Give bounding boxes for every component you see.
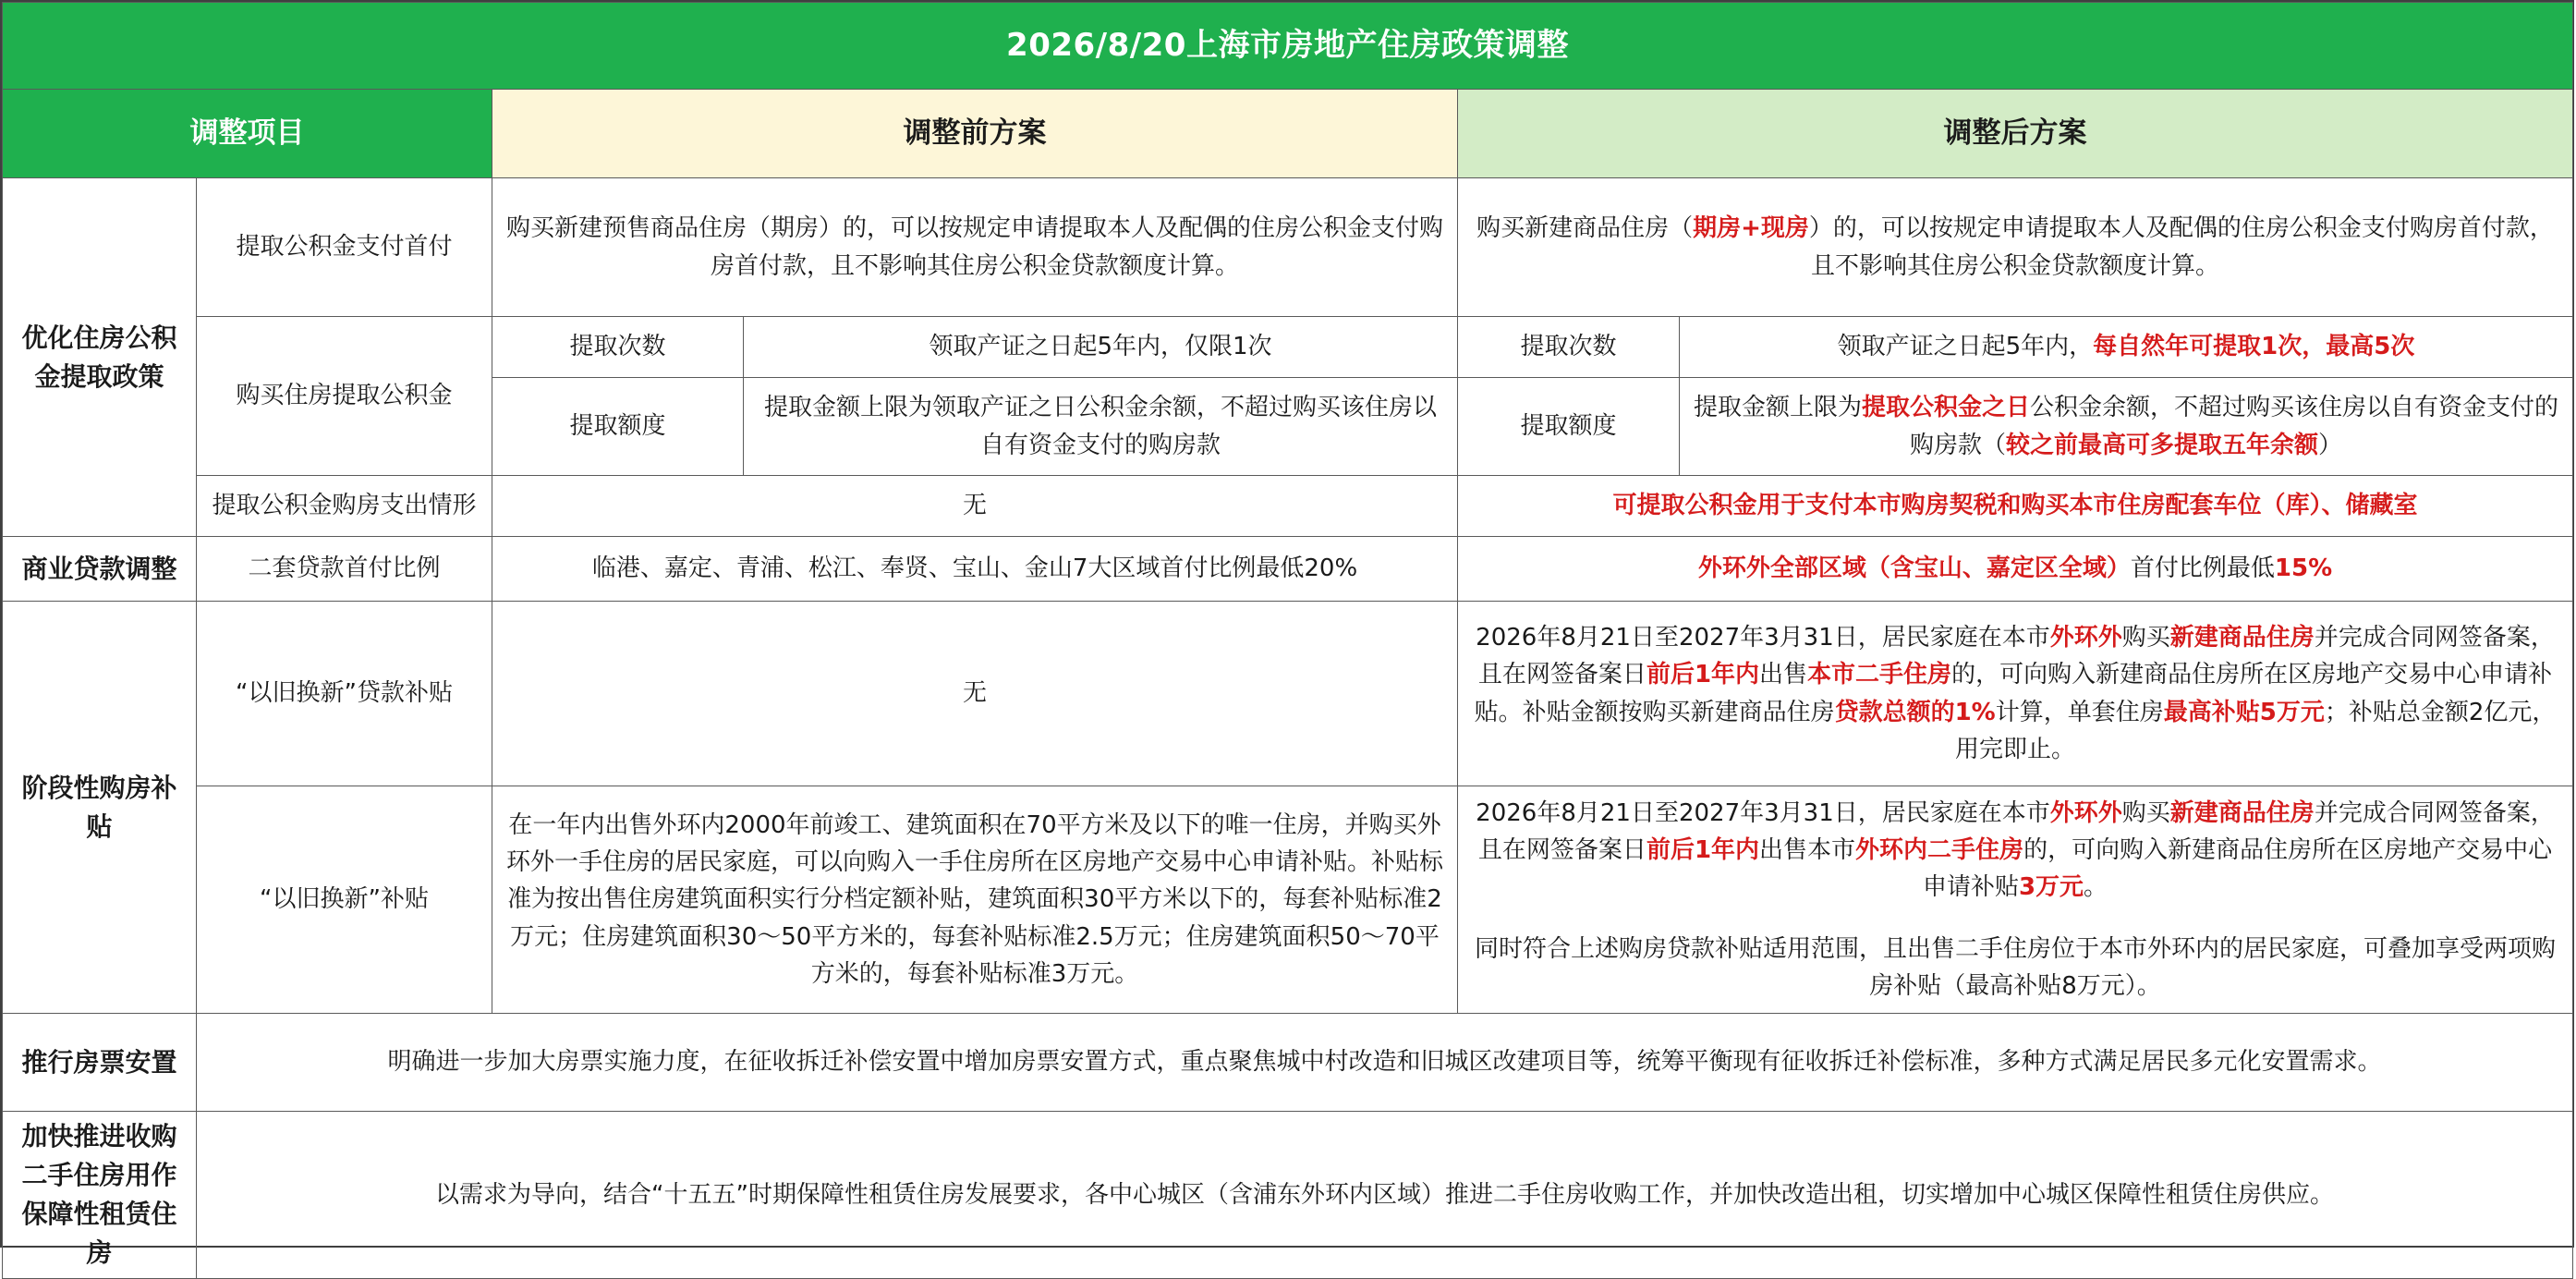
after-down-payment-text-2: ）的，可以按规定申请提取本人及配偶的住房公积金支付购房首付款，且不影响其住房公积金贷款额度计算。: [1808, 214, 2554, 280]
after-loan-highlight-1: 外环外全部区域（含宝山、嘉定区全域）: [1697, 554, 2131, 583]
after-amount-text-1: 提取金额上限为: [1693, 394, 1862, 422]
ts-text-4: 出售本市: [1759, 836, 1856, 865]
ls-text-5: 的，可向购入新建商品住房所在区房地产交易中心申请补贴。补贴金额按购买新建商品住房: [1474, 661, 2553, 726]
ls-highlight-2: 新建商品住房: [2169, 623, 2315, 652]
category-subsidy: 阶段性购房补贴: [3, 602, 197, 1014]
ts-highlight-5: 3万元: [2018, 873, 2084, 902]
before-loan: 临港、嘉定、青浦、松江、奉贤、宝山、金山7大区域首付比例最低20%: [492, 537, 1458, 602]
after-loan-highlight-2: 15%: [2274, 554, 2333, 583]
label-purchase: 购买住房提取公积金: [197, 317, 492, 476]
ts-text-1: 2026年8月21日至2027年3月31日，居民家庭在本市: [1476, 798, 2050, 827]
after-expense: 可提取公积金用于支付本市购房契税和购买本市住房配套车位（库）、储藏室: [1458, 476, 2573, 537]
after-times-highlight: 每自然年可提取1次，最高5次: [2093, 333, 2415, 361]
row-loan-subsidy: [3, 602, 2573, 786]
rental-text: 以需求为导向，结合“十五五”时期保障性租赁住房发展要求，各中心城区（含浦东外环内区域）推进二手住房收购工作，并加快改造出租，切实增加中心城区保障性租赁住房供应。: [197, 1112, 2573, 1279]
ls-highlight-3: 前后1年内: [1646, 661, 1760, 689]
before-times: 领取产证之日起5年内，仅限1次: [744, 317, 1458, 378]
category-loan: 商业贷款调整: [3, 537, 197, 602]
before-amount-label: 提取额度: [492, 378, 744, 476]
ls-text-6: 计算，单套住房: [1995, 698, 2164, 726]
before-loan-subsidy: 无: [492, 602, 1458, 786]
after-loan-text: 首付比例最低: [2130, 554, 2275, 583]
after-down-payment-text-1: 购买新建商品住房（: [1476, 214, 1694, 243]
header-row: [3, 90, 2573, 178]
after-times-text: 领取产证之日起5年内，: [1837, 333, 2094, 361]
ts-text-5: 的，可向购入新建商品住房所在区房地产交易中心申请补贴: [1922, 836, 2553, 902]
ts-highlight-2: 新建商品住房: [2169, 798, 2315, 827]
row-fund-times: [3, 317, 2573, 378]
label-expense: 提取公积金购房支出情形: [197, 476, 492, 537]
ls-text-7: ；补贴总金额2亿元，用完即止。: [1954, 698, 2557, 763]
before-down-payment: 购买新建预售商品住房（期房）的，可以按规定申请提取本人及配偶的住房公积金支付购房首付款，且不影响其住房公积金贷款额度计算。: [492, 178, 1458, 317]
ts-highlight-4: 外环内二手住房: [1855, 836, 2024, 865]
header-before: 调整前方案: [492, 90, 1458, 178]
after-amount-highlight-2: 较之前最高可多提取五年余额: [2005, 431, 2318, 459]
ls-highlight-1: 外环外: [2049, 623, 2122, 652]
label-trade-subsidy: “以旧换新”补贴: [197, 786, 492, 1014]
label-down-payment: 提取公积金支付首付: [197, 178, 492, 317]
ls-text-4: 出售: [1759, 661, 1808, 689]
before-times-label: 提取次数: [492, 317, 744, 378]
ls-highlight-6: 最高补贴5万元: [2163, 698, 2325, 726]
row-rental: [3, 1112, 2573, 1279]
after-amount-highlight-1: 提取公积金之日: [1861, 394, 2030, 422]
label-loan: 二套贷款首付比例: [197, 537, 492, 602]
ts-text-2: 购买: [2121, 798, 2170, 827]
after-times: [1680, 317, 2573, 378]
ls-text-1: 2026年8月21日至2027年3月31日，居民家庭在本市: [1476, 623, 2050, 652]
before-expense: 无: [492, 476, 1458, 537]
category-fund: 优化住房公积金提取政策: [3, 178, 197, 537]
policy-table: [2, 2, 2573, 1279]
ts-second-paragraph: 同时符合上述购房贷款补贴适用范围，且出售二手住房位于本市外环内的居民家庭，可叠加享受两项购房补贴（最高补贴8万元）。: [1474, 934, 2556, 1000]
after-amount-label: 提取额度: [1458, 378, 1680, 476]
row-voucher: [3, 1014, 2573, 1112]
after-down-payment: [1458, 178, 2573, 317]
before-amount: 提取金额上限为领取产证之日公积金余额，不超过购买该住房以自有资金支付的购房款: [744, 378, 1458, 476]
row-fund-expense: [3, 476, 2573, 537]
after-loan-subsidy: [1458, 602, 2573, 786]
paragraph-gap: [1469, 907, 2561, 931]
header-item: 调整项目: [3, 90, 492, 178]
ls-highlight-4: 本市二手住房: [1807, 661, 1952, 689]
header-after: 调整后方案: [1458, 90, 2573, 178]
row-fund-down-payment: [3, 178, 2573, 317]
after-amount-text-3: ）: [2318, 431, 2343, 459]
after-times-label: 提取次数: [1458, 317, 1680, 378]
ts-highlight-3: 前后1年内: [1646, 836, 1760, 865]
row-loan: [3, 537, 2573, 602]
page-title: 2026/8/20上海市房地产住房政策调整: [3, 3, 2573, 90]
category-voucher: 推行房票安置: [3, 1014, 197, 1112]
ts-highlight-1: 外环外: [2049, 798, 2122, 827]
after-amount: [1680, 378, 2573, 476]
title-row: [3, 3, 2573, 90]
after-loan: [1458, 537, 2573, 602]
category-rental: 加快推进收购二手住房用作保障性租赁住房: [3, 1112, 197, 1279]
ts-text-3: 并完成合同网签备案，且在网签备案日: [1477, 798, 2555, 865]
after-trade-subsidy: [1458, 786, 2573, 1014]
ls-highlight-5: 贷款总额的1%: [1834, 698, 1996, 726]
ls-text-3: 并完成合同网签备案，且在网签备案日: [1477, 623, 2555, 689]
after-amount-text-2: 公积金余额，不超过购买该住房以自有资金支付的购房款（: [1909, 394, 2559, 459]
ls-text-2: 购买: [2121, 623, 2170, 652]
ts-text-6: 。: [2084, 873, 2108, 902]
voucher-text: 明确进一步加大房票实施力度，在征收拆迁补偿安置中增加房票安置方式，重点聚焦城中村改造和旧城区改建项目等，统筹平衡现有征收拆迁补偿标准，多种方式满足居民多元化安置需求。: [197, 1014, 2573, 1112]
label-loan-subsidy: “以旧换新”贷款补贴: [197, 602, 492, 786]
after-down-payment-highlight: 期房+现房: [1693, 214, 1809, 243]
row-trade-subsidy: [3, 786, 2573, 1014]
before-trade-subsidy: 在一年内出售外环内2000年前竣工、建筑面积在70平方米及以下的唯一住房，并购买外环外一手住房的居民家庭，可以向购入一手住房所在区房地产交易中心申请补贴。补贴标准为按出售住房建筑面积实行分档定额补贴，建筑面积30平方米以下的，每套补贴标准2万元；住房建筑面积30～50平方米的，每套补贴标准2.5万元；住房建筑面积50～70平方米的，每套补贴标准3万元。: [492, 786, 1458, 1014]
